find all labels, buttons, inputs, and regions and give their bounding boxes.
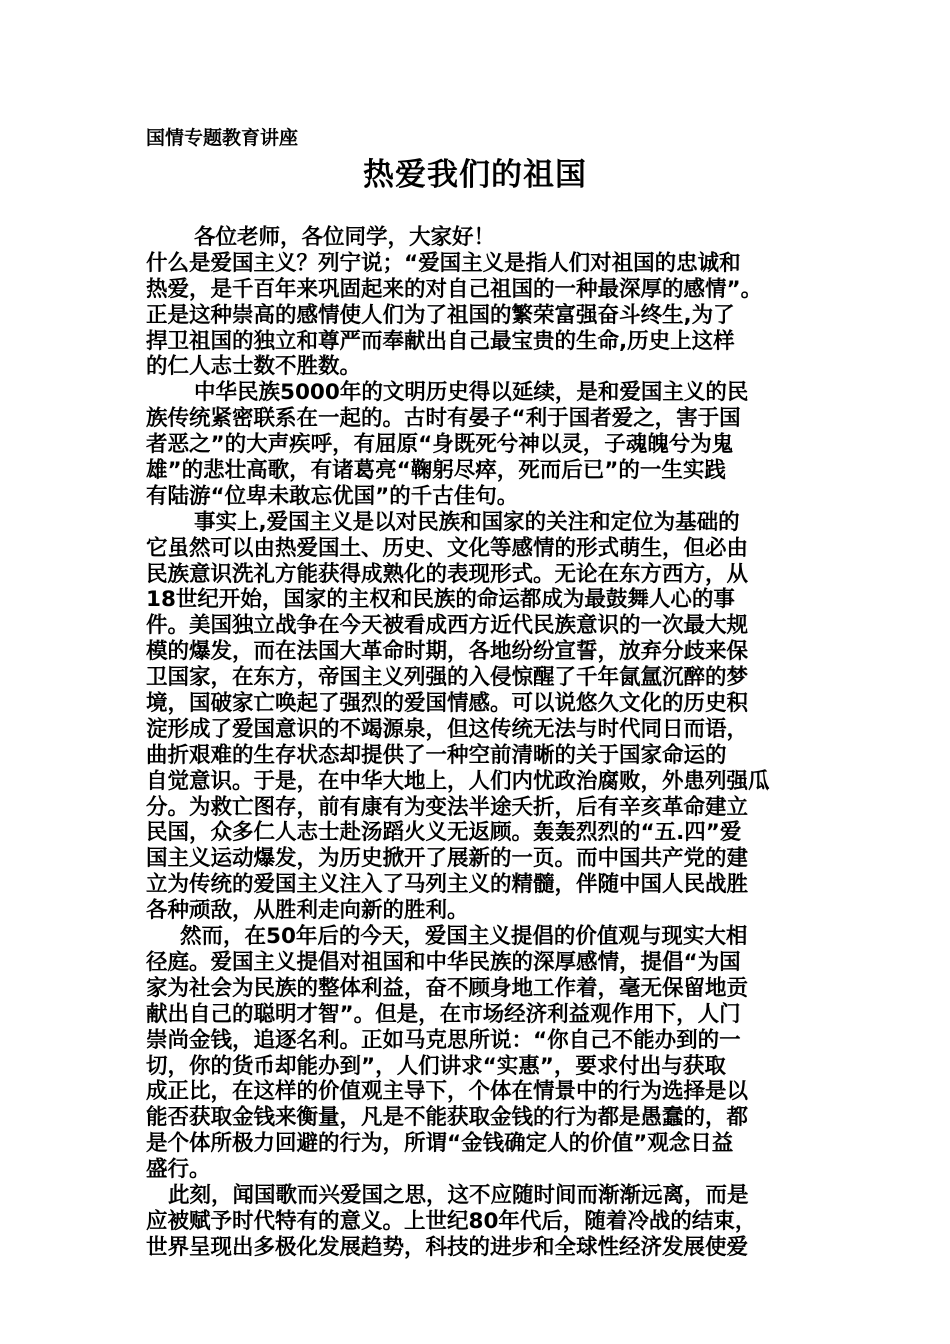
text-line: 中华民族5000年的文明历史得以延续，是和爱国主义的民 xyxy=(194,380,749,406)
text-line: 族传统紧密联系在一起的。古时有晏子“利于国者爱之，害于国 xyxy=(146,406,741,432)
text-line: 崇尚金钱，追逐名利。正如马克思所说：“你自己不能办到的一 xyxy=(146,1027,741,1053)
text-line: 是个体所极力回避的行为，所谓“金钱确定人的价值”观念日益 xyxy=(146,1131,734,1157)
text-line: 各位老师，各位同学，大家好！ xyxy=(194,225,496,250)
text-line: 各种顽敌，从胜利走向新的胜利。 xyxy=(146,898,469,924)
text-line: 18世纪开始，国家的主权和民族的命运都成为最鼓舞人心的事 xyxy=(146,587,735,613)
text-line: 捍卫祖国的独立和尊严而奉献出自己最宝贵的生命,历史上这样 xyxy=(146,328,735,354)
text-line: 民族意识洗礼方能获得成熟化的表现形式。无论在东方西方，从 xyxy=(146,561,749,587)
text-line: 应被赋予时代特有的意义。上世纪80年代后，随着冷战的结束， xyxy=(146,1208,757,1234)
text-line: 成正比，在这样的价值观主导下，个体在情景中的行为选择是以 xyxy=(146,1079,749,1105)
text-line: 切，你的货币却能办到”，人们讲求“实惠”，要求付出与获取 xyxy=(146,1053,726,1079)
text-line: 模的爆发，而在法国大革命时期，各地纷纷宣誓，放弃分歧来保 xyxy=(146,639,749,665)
text-line: 件。美国独立战争在今天被看成西方近代民族意识的一次最大规 xyxy=(146,613,749,639)
text-line: 自觉意识。于是，在中华大地上，人们内忧政治腐败，外患列强瓜 xyxy=(146,768,770,794)
text-line: 然而，在50年后的今天，爱国主义提倡的价值观与现实大相 xyxy=(180,924,748,950)
text-line: 世界呈现出多极化发展趋势，科技的进步和全球性经济发展使爱 xyxy=(146,1234,749,1260)
text-line: 分。为救亡图存，前有康有为变法半途夭折，后有辛亥革命建立 xyxy=(146,794,749,820)
text-line: 径庭。爱国主义提倡对祖国和中华民族的深厚感情，提倡“为国 xyxy=(146,949,741,975)
text-line: 正是这种崇高的感情使人们为了祖国的繁荣富强奋斗终生,为了 xyxy=(146,302,735,328)
text-line: 者恶之”的大声疾呼，有屈原“身既死兮神以灵，子魂魄兮为鬼 xyxy=(146,432,734,458)
text-line: 境，国破家亡唤起了强烈的爱国情感。可以说悠久文化的历史积 xyxy=(146,691,749,717)
document-title: 热爱我们的祖国 xyxy=(363,157,587,193)
text-line: 立为传统的爱国主义注入了马列主义的精髓，伴随中国人民战胜 xyxy=(146,872,749,898)
text-line: 盛行。 xyxy=(146,1157,211,1183)
text-line: 热爱，是千百年来巩固起来的对自己祖国的一种最深厚的感情”。 xyxy=(146,276,763,302)
text-line: 事实上,爱国主义是以对民族和国家的关注和定位为基础的 xyxy=(194,509,740,535)
text-line: 民国，众多仁人志士赴汤蹈火义无返顾。轰轰烈烈的“五.四”爱 xyxy=(146,820,742,846)
header-label: 国情专题教育讲座 xyxy=(146,127,299,149)
text-line: 此刻，闻国歌而兴爱国之思，这不应随时间而渐渐远离，而是 xyxy=(168,1182,749,1208)
text-line: 能否获取金钱来衡量，凡是不能获取金钱的行为都是愚蠢的，都 xyxy=(146,1105,749,1131)
text-line: 国主义运动爆发，为历史掀开了展新的一页。而中国共产党的建 xyxy=(146,846,749,872)
text-line: 家为社会为民族的整体利益，奋不顾身地工作着，毫无保留地贡 xyxy=(146,975,749,1001)
body-text xyxy=(146,225,818,1261)
text-line: 雄”的悲壮高歌，有诸葛亮“鞠躬尽瘁，死而后已”的一生实践 xyxy=(146,458,726,484)
text-line: 有陆游“位卑未敢忘优国”的千古佳句。 xyxy=(146,483,519,509)
text-line: 的仁人志士数不胜数。 xyxy=(146,354,362,380)
text-line: 曲折艰难的生存状态却提供了一种空前清晰的关于国家命运的 xyxy=(146,742,727,768)
text-line: 什么是爱国主义？列宁说；“爱国主义是指人们对祖国的忠诚和 xyxy=(146,250,741,276)
text-line: 淀形成了爱国意识的不竭源泉，但这传统无法与时代同日而语， xyxy=(146,716,749,742)
text-line: 它虽然可以由热爱国土、历史、文化等感情的形式萌生，但必由 xyxy=(146,535,749,561)
text-line: 献出自己的聪明才智”。但是，在市场经济利益观作用下，人门 xyxy=(146,1001,741,1027)
text-line: 卫国家，在东方，帝国主义列强的入侵惊醒了千年氤氲沉醉的梦 xyxy=(146,665,749,691)
